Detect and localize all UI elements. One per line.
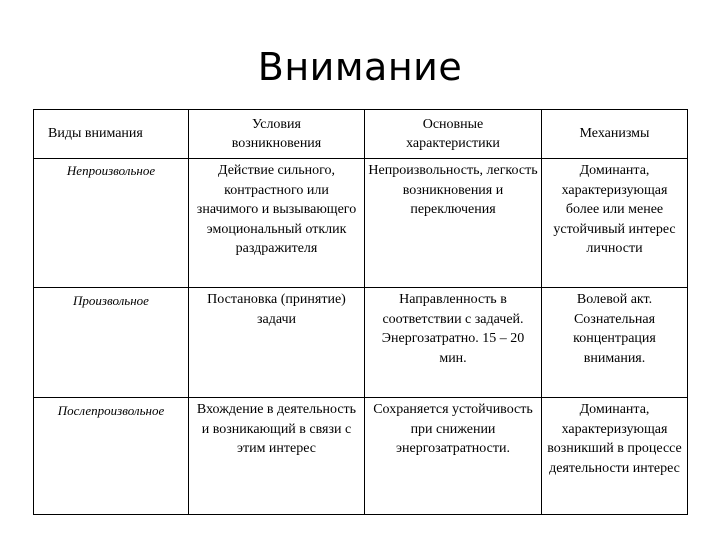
characteristics-cell: Сохраняется устойчивость при снижении энергозатратности. <box>365 398 542 515</box>
header-cell-conditions: Условия возникновения <box>189 110 365 159</box>
attention-types-table <box>33 109 688 515</box>
row-type-cell: Послепроизвольное <box>34 398 189 515</box>
conditions-cell: Вхождение в деятельность и возникающий в связи с этим интерес <box>189 398 365 515</box>
characteristics-cell: Непроизвольность, легкость возникновения и переключения <box>365 159 542 288</box>
characteristics-cell: Направленность в соответствии с задачей. Энергозатратно. 15 – 20 мин. <box>365 288 542 398</box>
row-type-cell: Произвольное <box>34 288 189 398</box>
conditions-cell: Действие сильного, контрастного или значимого и вызывающего эмоциональный отклик раздражителя <box>189 159 365 288</box>
row-type-cell: Непроизвольное <box>34 159 189 288</box>
conditions-cell: Постановка (принятие) задачи <box>189 288 365 398</box>
table-row <box>34 398 688 515</box>
header-cell-mechanisms: Механизмы <box>542 110 688 159</box>
mechanisms-cell: Доминанта, характеризующая возникший в процессе деятельности интерес <box>542 398 688 515</box>
page-title: Внимание <box>257 45 463 89</box>
table-header-row <box>34 110 688 159</box>
header-cell-types: Виды внимания <box>34 110 189 159</box>
mechanisms-cell: Волевой акт. Сознательная концентрация внимания. <box>542 288 688 398</box>
header-cell-characteristics: Основные характеристики <box>365 110 542 159</box>
mechanisms-cell: Доминанта, характеризующая более или менее устойчивый интерес личности <box>542 159 688 288</box>
table-row <box>34 288 688 398</box>
table-row <box>34 159 688 288</box>
